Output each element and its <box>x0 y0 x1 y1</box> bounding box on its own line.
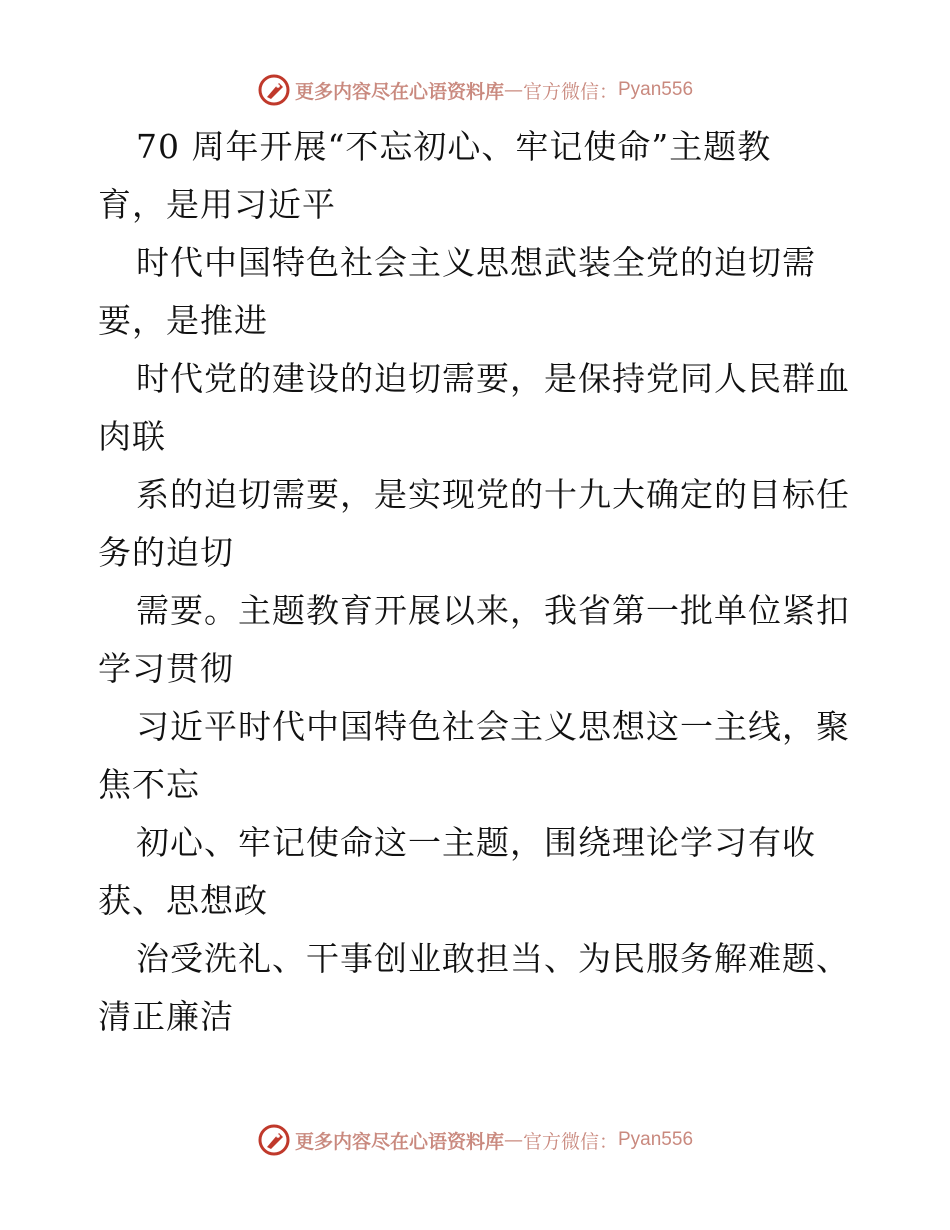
body-line-12: 焦不忘 <box>98 765 200 804</box>
footer-watermark-banner <box>0 1120 950 1160</box>
body-line-13: 初心、牢记使命这一主题，围绕理论学习有收 <box>136 823 816 862</box>
banner-wechat-id: Pyan556 <box>618 79 694 100</box>
body-line-15: 治受洗礼、干事创业敢担当、为民服务解难题、 <box>136 939 850 978</box>
body-line-10: 学习贯彻 <box>98 649 234 688</box>
body-line-11: 习近平时代中国特色社会主义思想这一主线，聚 <box>136 707 850 746</box>
body-line-14: 获、思想政 <box>98 881 268 920</box>
body-line-8: 务的迫切 <box>98 533 234 572</box>
banner-label: 官方微信： <box>522 1130 618 1153</box>
body-line-6: 肉联 <box>98 417 166 456</box>
banner-label: 官方微信： <box>522 80 618 103</box>
body-line-7: 系的迫切需要，是实现党的十九大确定的目标任 <box>136 475 850 514</box>
body-line-3: 时代中国特色社会主义思想武装全党的迫切需 <box>136 243 816 282</box>
pen-nib-logo-icon <box>257 1123 291 1157</box>
document-body <box>98 118 878 1046</box>
banner-dash: — <box>503 1129 523 1151</box>
body-line-5: 时代党的建设的迫切需要，是保持党同人民群血 <box>136 359 850 398</box>
body-line-4: 要，是推进 <box>98 301 268 340</box>
body-line-9: 需要。主题教育开展以来，我省第一批单位紧扣 <box>136 591 850 630</box>
header-watermark-banner <box>0 70 950 110</box>
body-line-2: 育，是用习近平 <box>98 185 336 224</box>
banner-main-text: 更多内容尽在心语资料库 <box>294 1130 504 1153</box>
body-line-16: 清正廉洁 <box>98 997 234 1036</box>
body-line-1: 70 周年开展“不忘初心、牢记使命”主题教 <box>136 127 772 166</box>
banner-main-text: 更多内容尽在心语资料库 <box>294 80 504 103</box>
banner-dash: — <box>503 79 523 101</box>
banner-wechat-id: Pyan556 <box>618 1129 694 1150</box>
pen-nib-logo-icon <box>257 73 291 107</box>
